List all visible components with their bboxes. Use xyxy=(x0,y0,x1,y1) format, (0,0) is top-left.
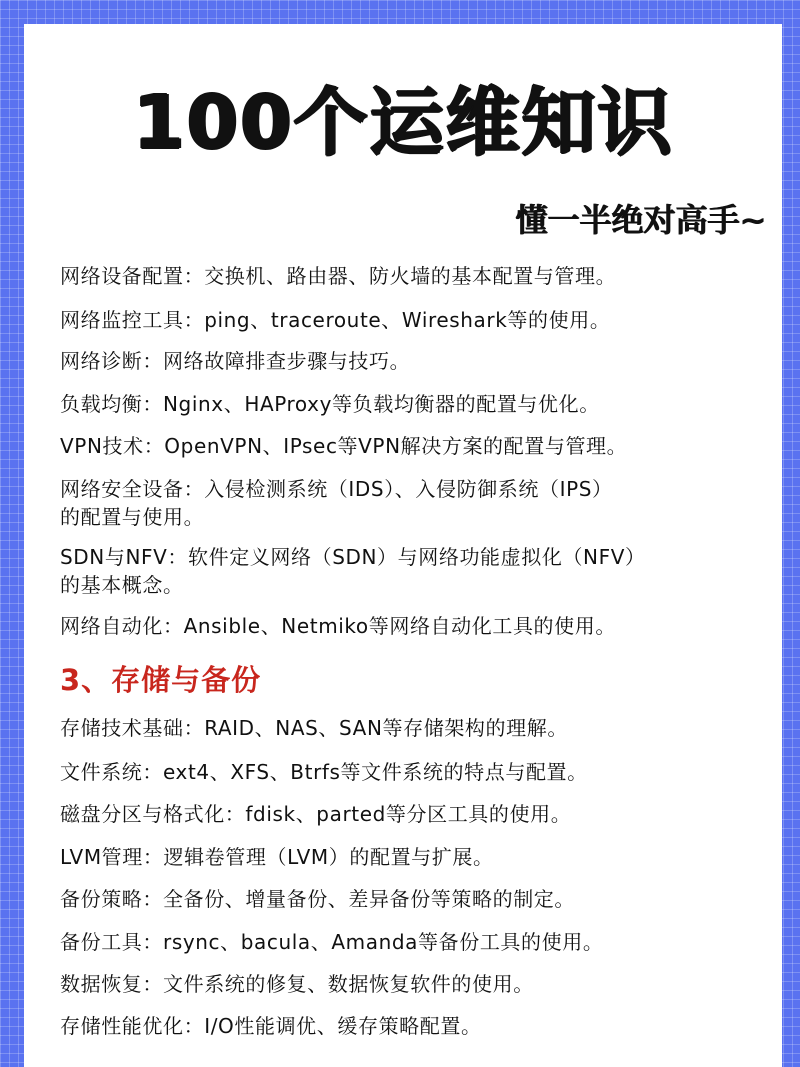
list-item-text: 备份工具：rsync、bacula、Amanda等备份工具的使用。 xyxy=(60,930,604,954)
list-item xyxy=(60,800,772,828)
list-item xyxy=(60,928,772,956)
list-item xyxy=(60,970,772,998)
list-item xyxy=(60,612,772,640)
list-item-text-continued: 的配置与使用。 xyxy=(60,505,205,529)
list-item-text: 数据恢复：文件系统的修复、数据恢复软件的使用。 xyxy=(60,972,534,996)
list-item-text: 网络自动化：Ansible、Netmiko等网络自动化工具的使用。 xyxy=(60,614,616,638)
content-card xyxy=(24,24,782,1067)
list-item-text-continued: 的基本概念。 xyxy=(60,573,184,597)
list-item xyxy=(60,714,772,742)
list-item-text: 存储技术基础：RAID、NAS、SAN等存储架构的理解。 xyxy=(60,716,568,740)
list-item-text: 网络安全设备：入侵检测系统（IDS）、入侵防御系统（IPS） xyxy=(60,477,613,501)
list-item xyxy=(60,432,772,460)
page-title: 100个运维知识 xyxy=(132,80,674,166)
list-item xyxy=(60,1012,772,1040)
list-item-text: 文件系统：ext4、XFS、Btrfs等文件系统的特点与配置。 xyxy=(60,760,588,784)
list-item xyxy=(60,306,772,334)
list-item-text: 负载均衡：Nginx、HAProxy等负载均衡器的配置与优化。 xyxy=(60,392,600,416)
list-item-text: 网络诊断：网络故障排查步骤与技巧。 xyxy=(60,349,411,373)
list-item-text: 存储性能优化：I/O性能调优、缓存策略配置。 xyxy=(60,1014,482,1038)
list-item xyxy=(60,758,772,786)
list-item-text: LVM管理：逻辑卷管理（LVM）的配置与扩展。 xyxy=(60,845,494,869)
list-item xyxy=(60,262,772,290)
list-item-text: 磁盘分区与格式化：fdisk、parted等分区工具的使用。 xyxy=(60,802,572,826)
list-item-text: VPN技术：OpenVPN、IPsec等VPN解决方案的配置与管理。 xyxy=(60,434,628,458)
list-item xyxy=(60,475,772,531)
list-item-text: 备份策略：全备份、增量备份、差异备份等策略的制定。 xyxy=(60,887,575,911)
page-subtitle: 懂一半绝对高手~ xyxy=(515,201,766,239)
list-item xyxy=(60,390,772,418)
list-item xyxy=(60,885,772,913)
section-heading: 3、存储与备份 xyxy=(60,663,262,697)
list-item xyxy=(60,543,772,599)
list-item-text: 网络监控工具：ping、traceroute、Wireshark等的使用。 xyxy=(60,308,611,332)
list-item-text: 网络设备配置：交换机、路由器、防火墙的基本配置与管理。 xyxy=(60,264,617,288)
list-item-text: SDN与NFV：软件定义网络（SDN）与网络功能虚拟化（NFV） xyxy=(60,545,646,569)
list-item xyxy=(60,843,772,871)
list-item xyxy=(60,347,772,375)
